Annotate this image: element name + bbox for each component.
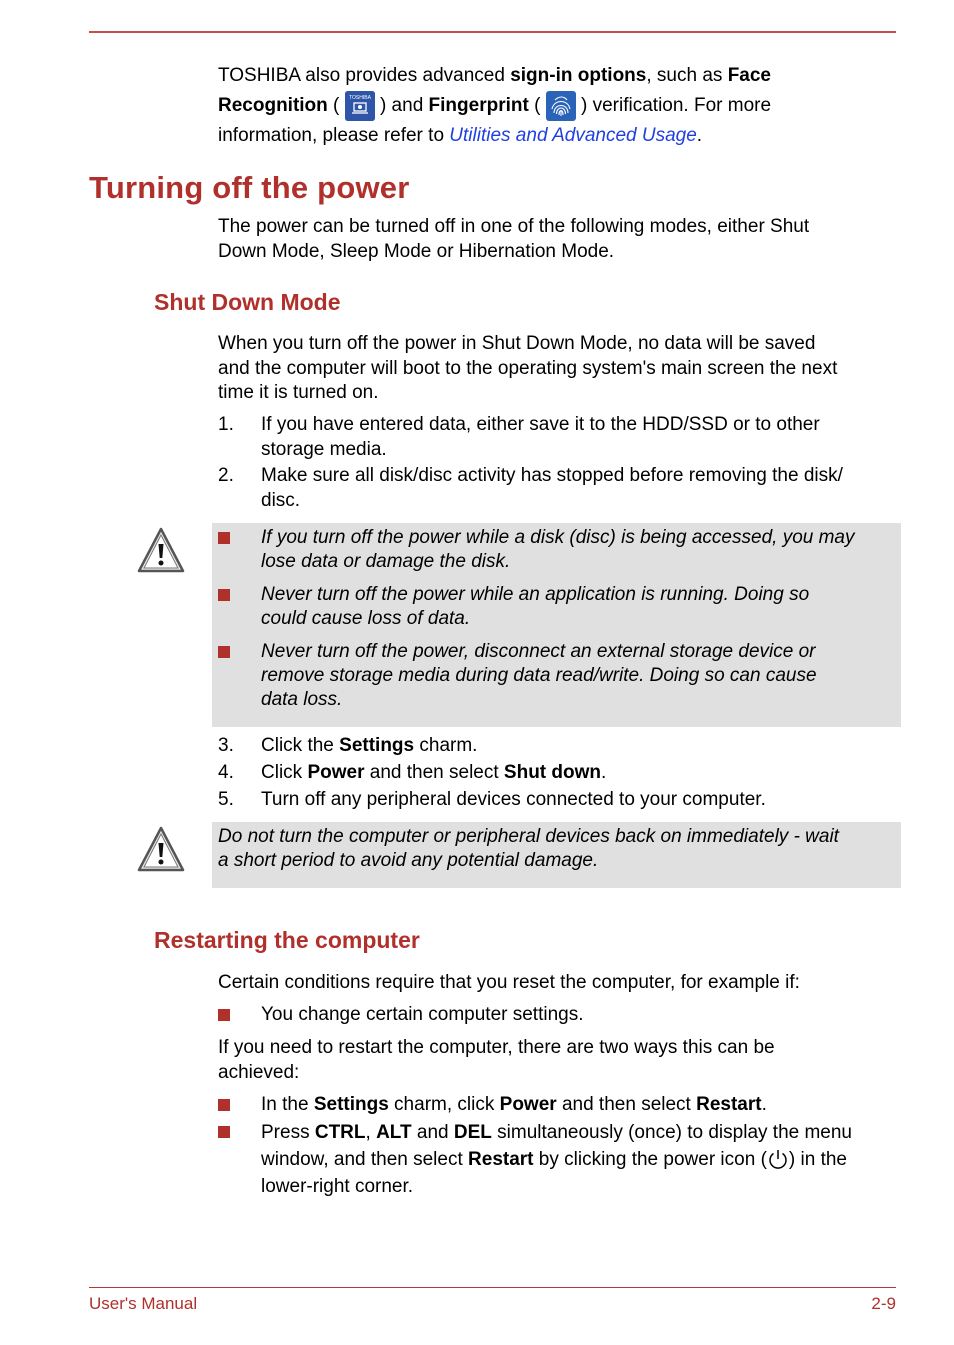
restart-paragraph-2: If you need to restart the computer, there are two ways this can be achieved: <box>218 1037 775 1083</box>
face-icon-label: TOSHIBA <box>348 94 371 101</box>
step-5: Turn off any peripheral devices connected to your computer. <box>261 789 766 810</box>
bullet-square <box>218 1099 230 1111</box>
face-recognition-icon <box>345 91 375 121</box>
step-number: 3. <box>218 735 234 756</box>
step-number: 2. <box>218 465 234 486</box>
warning-icon <box>136 526 186 576</box>
bullet-square <box>218 532 230 544</box>
note-text: Do not turn the computer or peripheral devices back on immediately - wait a short period to avoid any potential damage. <box>218 826 839 871</box>
footer-title: User's Manual <box>89 1294 198 1313</box>
step-number: 4. <box>218 762 234 783</box>
restart-bullet: In the Settings charm, click Power and then select Restart. <box>261 1094 767 1115</box>
bullet-square <box>218 646 230 658</box>
bullet-square <box>218 1009 230 1021</box>
header-rule <box>89 31 896 33</box>
step-number: 5. <box>218 789 234 810</box>
section-intro: The power can be turned off in one of the following modes, either Shut Down Mode, Sleep Mode or Hibernation Mode. <box>218 216 810 262</box>
restart-paragraph: Certain conditions require that you reset the computer, for example if: <box>218 972 800 993</box>
step-1: If you have entered data, either save it to the HDD/SSD or to other storage media. <box>261 414 820 460</box>
page-title: Turning off the power <box>89 170 410 205</box>
step-3: Click the Settings charm. <box>261 735 478 756</box>
restart-bullet: Press CTRL, ALT and DEL simultaneously (once) to display the menu window, and then select Restart by clicking the power icon ( ) in the lower-right corner. <box>261 1122 853 1197</box>
warning-item: Never turn off the power while an application is running. Doing so could cause loss of data. <box>261 584 810 629</box>
warning-icon <box>136 825 186 875</box>
intro-paragraph: TOSHIBA also provides advanced sign-in options, such as Face Recognition ( TOSHIBA ) and Fingerprint ( ) verification. For more information, please refer to Utilities and Advanced Usage. <box>218 65 772 146</box>
shutdown-paragraph: When you turn off the power in Shut Down Mode, no data will be saved and the computer will boot to the operating system's main screen the next time it is turned on. <box>218 333 838 403</box>
power-icon <box>767 1148 789 1170</box>
fingerprint-icon <box>546 91 576 121</box>
shutdown-heading: Shut Down Mode <box>154 289 341 315</box>
sign-in-options-term: sign-in options <box>510 65 647 86</box>
page-number: 2-9 <box>871 1294 896 1313</box>
bullet-square <box>218 1126 230 1138</box>
step-number: 1. <box>218 414 234 435</box>
step-2: Make sure all disk/disc activity has stopped before removing the disk/ disc. <box>261 465 843 511</box>
restart-bullet: You change certain computer settings. <box>261 1004 584 1025</box>
bullet-square <box>218 589 230 601</box>
footer-rule <box>89 1287 896 1288</box>
utilities-link[interactable]: Utilities and Advanced Usage <box>449 125 697 146</box>
step-4: Click Power and then select Shut down. <box>261 762 607 783</box>
warning-item: Never turn off the power, disconnect an external storage device or remove storage media during data read/write. Doing so can cause data loss. <box>261 641 817 710</box>
warning-item: If you turn off the power while a disk (disc) is being accessed, you may lose data or damage the disk. <box>261 527 855 572</box>
intro-text: TOSHIBA also provides advanced <box>218 65 511 86</box>
restart-heading: Restarting the computer <box>154 927 420 953</box>
